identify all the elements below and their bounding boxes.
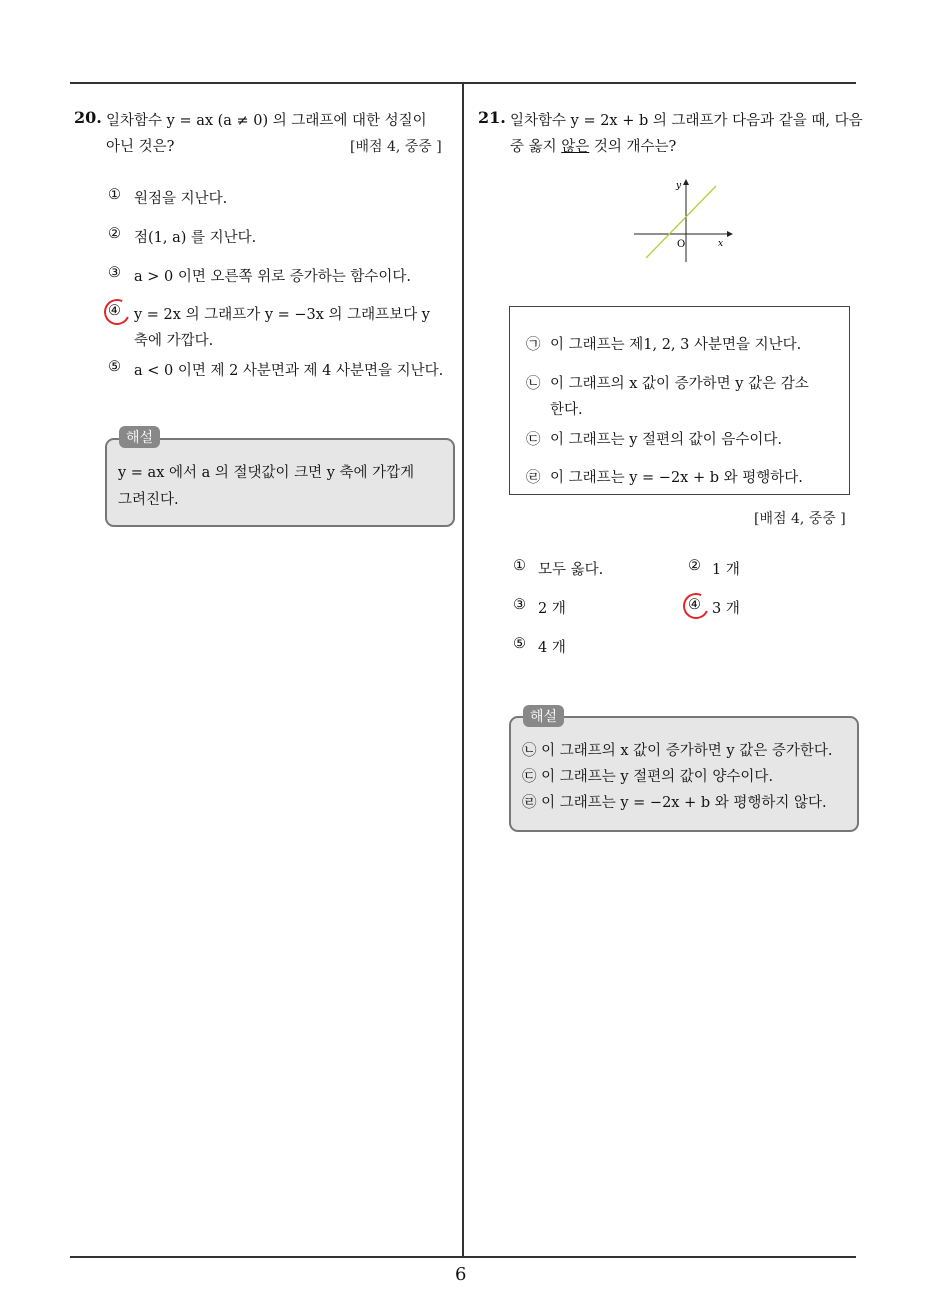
option-1-num[interactable]: ① [513,558,526,574]
option-2-num[interactable]: ② [108,226,121,242]
condition-c-text: 이 그래프는 y 절편의 값이 음수이다. [550,432,782,448]
option-4-text-cont[interactable]: 축에 가깝다. [134,333,214,349]
score-meta: [배점 4, 중중 ] [754,511,846,527]
condition-d-num: ㉣ [526,470,541,486]
question-text-line1: 일차함수 y = 2x + b 의 그래프가 다음과 같을 때, 다음 [510,113,863,129]
option-2-num[interactable]: ② [688,558,701,574]
option-4-text[interactable]: y = 2x 의 그래프가 y = −3x 의 그래프보다 y [134,307,430,323]
option-4-text[interactable]: 3 개 [712,601,740,617]
option-2-text[interactable]: 1 개 [712,562,740,578]
option-5-num[interactable]: ⑤ [108,359,121,375]
option-4-num[interactable]: ④ [108,303,121,319]
question-text-line1: 일차함수 y = ax (a ≠ 0) 의 그래프에 대한 성질이 [106,113,427,129]
explanation-box [105,438,455,527]
explanation-line2: ㉢ 이 그래프는 y 절편의 값이 양수이다. [522,769,774,785]
option-3-num[interactable]: ③ [108,265,121,281]
column-divider [462,82,464,1258]
option-2-text[interactable]: 점(1, a) 를 지난다. [134,230,257,246]
option-5-text[interactable]: 4 개 [538,640,566,656]
x-axis-label: x [718,239,724,249]
page-number: 6 [455,1264,467,1285]
option-1-text[interactable]: 원점을 지난다. [134,191,228,207]
condition-a-text: 이 그래프는 제1, 2, 3 사분면을 지난다. [550,337,802,353]
explanation-line1: y = ax 에서 a 의 절댓값이 크면 y 축에 가깝게 [118,465,415,481]
option-1-text[interactable]: 모두 옳다. [538,562,604,578]
explanation-line2: 그려진다. [118,492,179,508]
condition-c-num: ㉢ [526,432,541,448]
y-axis-label: y [676,181,682,191]
option-3-num[interactable]: ③ [513,597,526,613]
question-text-line2: 중 옳지 않은 것의 개수는? [510,139,677,155]
explanation-tag: 해설 [119,426,160,448]
option-3-text[interactable]: 2 개 [538,601,566,617]
question-number: 20. [74,108,102,127]
bottom-rule [70,1256,856,1258]
option-4-num[interactable]: ④ [688,597,701,613]
origin-label: O [677,239,686,250]
explanation-line3: ㉣ 이 그래프는 y = −2x + b 와 평행하지 않다. [522,795,827,811]
line-graph [630,176,740,264]
condition-b-text-cont: 한다. [550,402,583,418]
explanation-tag: 해설 [523,705,564,727]
question-number: 21. [478,108,506,127]
condition-a-num: ㉠ [526,337,541,353]
option-5-text[interactable]: a < 0 이면 제 2 사분면과 제 4 사분면을 지난다. [134,363,444,379]
condition-d-text: 이 그래프는 y = −2x + b 와 평행하다. [550,470,803,486]
explanation-line1: ㉡ 이 그래프의 x 값이 증가하면 y 값은 증가한다. [522,743,833,759]
question-text-line2: 아닌 것은? [106,139,175,155]
option-5-num[interactable]: ⑤ [513,636,526,652]
condition-b-text: 이 그래프의 x 값이 증가하면 y 값은 감소 [550,376,809,392]
option-1-num[interactable]: ① [108,187,121,203]
condition-b-num: ㉡ [526,376,541,392]
option-3-text[interactable]: a > 0 이면 오른쪽 위로 증가하는 함수이다. [134,269,411,285]
score-meta: [배점 4, 중중 ] [350,139,442,155]
